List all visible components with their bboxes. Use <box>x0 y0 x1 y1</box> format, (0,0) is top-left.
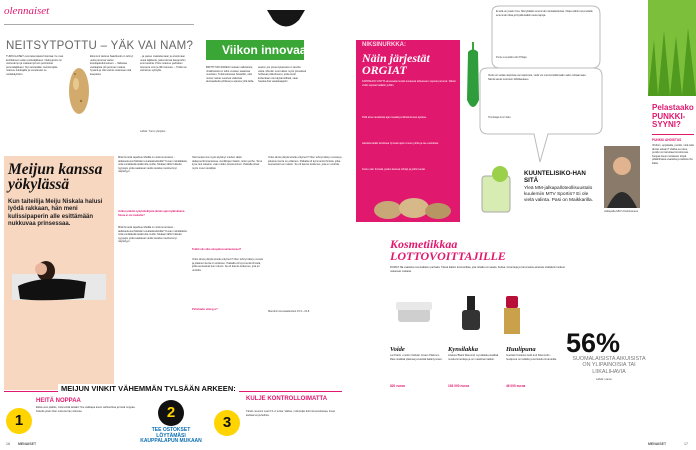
stat-value: 56% <box>566 328 621 358</box>
cosmetics-title: Kosmetiikkaa LOTTOVOITTAJILLE <box>390 237 506 263</box>
feature-lead: Kun taiteilija Meiju Niskala halusi lyödä rakkaan, hän meni kulissipaperin alle esittämään nukkuvaa prinsessaa. <box>8 199 103 227</box>
tip-3-text: Tänän neuvoni ovat 0.5–2 tuntia. Valitse, mitä kuljet kohti kuunneltavaa, ilman karttaa tai puhelinta. <box>246 410 336 417</box>
magazine-name-right: MENAISET <box>648 442 667 446</box>
story-col-2: Ekonomi Helena Saarikoski on tehnyt uutta perunaa varten kuluttajatutkimuksen. – Valtaosa vastaajista piti perunan makua hyvänä ja olisi valmis ostamaan sitä kaupasta. <box>90 55 134 76</box>
sidebar-title: Pelastaako PUNKKI-SYYNI? <box>652 103 694 130</box>
quote-1-credit: Punk-muusikko Aki Pihlaja <box>496 56 527 59</box>
feature-title: Meijun kanssa yökylässä <box>8 161 103 193</box>
page-number-left: 16 <box>6 442 10 446</box>
product-1-desc: La Prairie -merkin Cellular Cream Platinum Rare sisältää platinaa ja kestää ikääntymisen. <box>390 354 443 361</box>
cosmetics-text: RUMAT NE vaatteita ovat kaikkein parhaita. Tässä kallein kosmetiikka, jota rahalla voi saada. Kultaa, timantteja ja harvinaisia aineksia sisältävät tuotteet maksavat maltaita. <box>390 266 565 273</box>
sidebar-rule <box>652 134 694 135</box>
quote-2: Vielä voi vetää caipirosia vai caipirosia, vielä voi mennä leikkimään vaiko tuhlaamaan. Nämä sanat ovat kuin lähtölaukaus. <box>488 74 587 81</box>
tips-title: MEIJUN VINKIT VÄHEMMÄN TYLSÄÄN ARKEEN: <box>58 384 239 393</box>
feature-credit: Mandinin kuvataideviikot 15.6.–31.8. <box>268 310 310 313</box>
tv-host-portrait <box>604 146 640 208</box>
interview-text: Yleä MM-jalkapalloteollisuustalo kuulemiin MTV Sportin? Ei ole vielä valinta. Pasi on Maikkarilla. <box>524 186 594 203</box>
cream-jar <box>396 300 432 324</box>
magazine-name-left: MENAISET <box>18 442 37 446</box>
nailpolish-bottle <box>460 296 482 332</box>
feature-col-2: Olet kuulemma myös löytänyt miehen tästä taidepoerformanssissa. Avoliittojen iltaisin, sitten perhe. Tai ei kyse olut siteeksi, vaan niiden tutustuminen. Paikalla olivat myös muut vierailijat. <box>192 156 263 170</box>
tip-number-3: 3 <box>214 410 240 436</box>
product-3-desc: Guerlain Kisskiss Gold and Diamonds -huulipuna on kullattu ja koristeltu timanteilla. <box>506 354 557 361</box>
product-2-price: 193 000 euroa <box>448 384 470 388</box>
stat-text: SUOMALAISISTA AIKUISISTA ON YLIPAINOISIA TAI LIIKALIHAVIA <box>572 356 646 375</box>
innovation-title: Viikon innovaatio <box>222 43 322 57</box>
tips-box-bullet-2: Hankita kaikki tarvittava hyvissä ajoin ennen juhlia ja tee ostoslista. <box>362 142 439 145</box>
grass-image <box>648 0 696 96</box>
page-number-right: 17 <box>684 442 688 446</box>
story-col-1: TURKULAISET ovat tekemässä historiaa: he ovat kehittäneet uuden pottulajikkeen. Neitsytpottu on mehevämpi ja makeampi kuin perinteiset perunalajikkeet. Nyt selvitetään, kuinka lajike maistuu kuluttajille ja soveltuuko se ruokakäyttöön. <box>6 55 64 76</box>
product-1-price: 820 euroa <box>390 384 405 388</box>
tip-1-head: HEITÄ NOPPAA <box>36 398 81 404</box>
interview-title: KUUNTELISIKO-HAN SITÄ <box>524 170 586 184</box>
underwear-image <box>265 6 307 34</box>
innovation-col-1: BRITTITUKIJOIDEN mukaan valkoisista rintaliiveistä on tullut vuosien saatossa muotiasu. Tutkimuksessa havaittiin, että nuoret naiset suosivat valkoisia alusvaatteita juhlissa ja arjessa yhtä lailla. <box>206 66 254 84</box>
tips-box-bullet-3: Kutsu vain ihmisiä, joiden kanssa viihdyt ja joihin luotat. <box>362 168 426 171</box>
potato-pile <box>370 196 456 220</box>
lipstick <box>500 296 524 336</box>
feature-col-3: Onko tämä yökylä sinulle erityinen? Olen tehnyt tätä jo vuosia ja jokainen kerta on erilainen. Paikalla oli kymmeniä ihmisiä, jotka seurasivat kun nukuin. Se oli kaunis kokemus, jota en unohda. <box>268 156 342 167</box>
sidebar-text: Vihdoin, oppilaalla, punkki, mitä tulla tämän aikaan? Vaikka se tulee, punkki voi tartuttaa borrelioosia. Suojaa itsesi metsässä, käytä pitkähihaisia vaatteita ja tarkista iho illalla. <box>652 144 694 165</box>
right-page <box>348 0 696 450</box>
stat-credit: Lähde: Lancet <box>596 378 613 381</box>
story-col-3: ...ja panee maistelemaan ja arvioimaan uusia lajikkeita, jotka tulevat kauppoihin ensi kesänä. Pottu maistuu parhaiten tuoreena voin ja tillin kanssa. – Tutkimus valmistuu syksyllä. <box>140 55 187 73</box>
story-title: NEITSYTPOTTU – YÄK VAI NAM? <box>6 40 194 52</box>
interview-credit: Jalkapallo-MM Urheilukanava <box>604 210 639 213</box>
cocktail-image <box>474 160 518 216</box>
feature-col-1: Mitä ihmettä tapahtuu Meilläi on viisinumeroisen -taidekeskussi Mäntän kuvataideviikoilla? Kuvan mäntältäviä, mitä ennättävää tietää olla muille. Mukaan lähti hulkeita tyyppejä, jotka saattavat viedä vieraita muottoonnyt näyttelyyn. <box>118 156 188 174</box>
potato-illustration <box>62 56 96 126</box>
product-2-name: Kynsilakka <box>448 346 478 353</box>
tips-box-title: Näin järjestät ORGIAT <box>362 51 430 77</box>
tip-2-head: TEE OSTOKSET LÖYTÄMÄSI KAUPPALAPUN MUKAAN <box>140 427 202 445</box>
section-label: olennaiset <box>4 5 50 17</box>
tips-box-intro: KAPPAHOO UNTTA alusvaatemuotia kuvaavat aiheeseen sopivat perunat. Nämä vinkit sopivat kaikkiin juhliin. <box>362 80 456 87</box>
feature-question-1: Jotkut pitävät nykytaiteilijoita tämän ajan kylähulluina. Sinua ei ole loukattu? <box>118 210 186 217</box>
quote-1: Ei että on jotain rima. Mä tykkään enemmän rankakieltuista. Ottaa silloin luovuudelle enemmän tilaa ja löytää kaikki uusia tapoja. <box>496 10 593 17</box>
feature-question-2: Teidät olis aika ulospäinsuuntautuneet? <box>192 248 242 251</box>
innovation-col-2: avuksi, jos pimennyksessä on tarvittu valoa. Muotiin ovat tulleet myös pimeässä hohtavat pikkuhousut, jotka eivät kuitenkaan ole käytännöllisiä, vaan hauska lisä vaatekaappiin. <box>258 66 306 84</box>
product-1-name: Voide <box>390 346 405 353</box>
tips-box-bullet-1: Pidä aina vieraslista ajan tasalla ja lähetä kutsut ajoissa. <box>362 116 427 119</box>
feature-col-1b: Mitä ihmettä tapahtuu Meilläi on viisinumeroisen -taidekeskussi Mäntän kuvataideviikoilla? Kuvan mäntältäviä, mitä ennättävää tietää olla muille. Mukaan lähti hulkeita tyyppejä, jotka saattavat viedä vieraita muottoonnyt näyttelyyn. <box>118 226 188 244</box>
tips-box-kicker: NIKSINURKKA: <box>362 42 406 48</box>
tip-number-1: 1 <box>6 408 32 434</box>
top-rule <box>4 24 194 25</box>
feature-question-3: Pelottaako etäisyys? <box>192 308 218 311</box>
sidebar-head: PUNKKI AHDISTUS <box>652 138 682 142</box>
product-3-name: Huulipuna <box>506 346 536 353</box>
feature-col-2b: Onko tämä yökylä sinulle erityinen? Olen tehnyt tätä jo vuosia ja jokainen kerta on erilainen. Paikalla oli kymmeniä ihmisiä, jotka seurasivat kun nukuin. Se oli kaunis kokemus, jota en unohda. <box>192 258 263 272</box>
tip-number-2: 2 <box>158 400 184 426</box>
product-2-desc: Azature Black Diamond -kynsilakka sisältää mustia timantteja ja on maailman kallein. <box>448 354 499 361</box>
tip-3-head: KULJE KONTROLLOIMATTA <box>246 396 328 402</box>
product-3-price: 46 000 euroa <box>506 384 526 388</box>
quote-2-credit: Toimittaja Anni Salo <box>488 116 511 119</box>
story-credit: Lähde: Turun yliopisto <box>140 130 166 133</box>
tip-1-text: Elävä uusi päätös, mitä tehdä tänään! Tee vaikkapa kuusi vaihtoehtoa ja heitä noppaa. Kokeile jotain ihan uutta kerran viikossa. <box>36 406 136 413</box>
